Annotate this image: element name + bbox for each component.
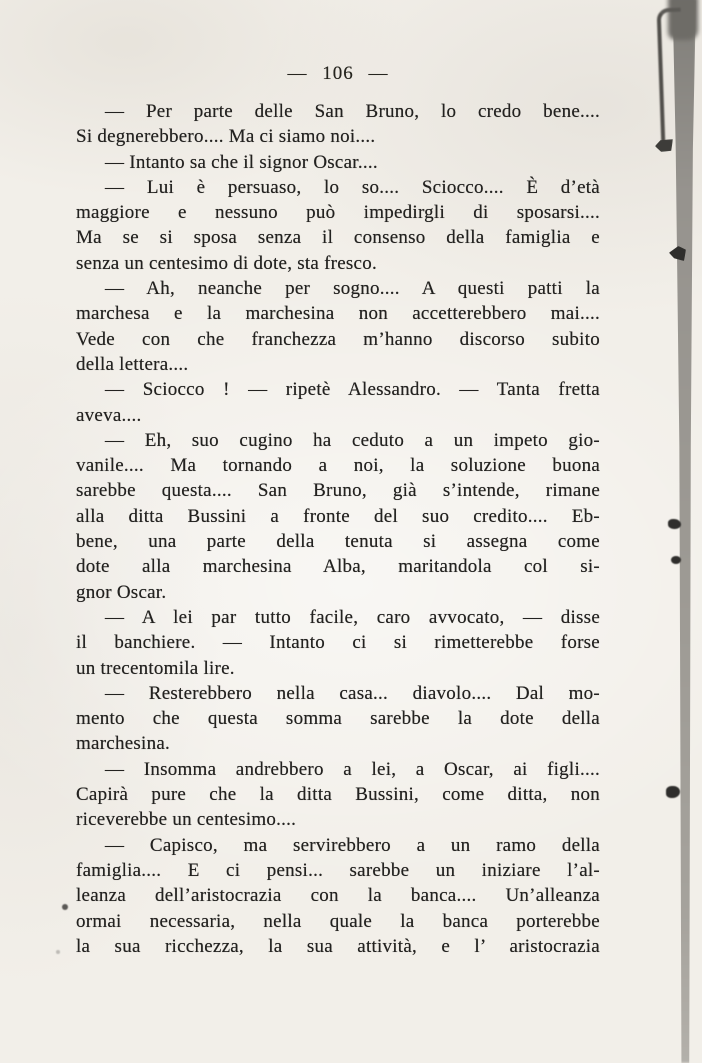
text-line: — Eh, suo cugino ha ceduto a un impeto gio- bbox=[105, 429, 600, 451]
text-line: — Lui è persuaso, lo so.... Sciocco.... È d’età bbox=[105, 176, 600, 198]
text-line: leanza dell’aristocrazia con la banca.... Un’alleanza bbox=[76, 885, 600, 907]
text-line: sarebbe questa.... San Bruno, già s’intende, rimane bbox=[76, 480, 600, 502]
text-line: il banchiere. — Intanto ci si rimetterebbe forse bbox=[76, 632, 600, 654]
text-line: riceverebbe un centesimo.... bbox=[76, 809, 297, 831]
text-line: bene, una parte della tenuta si assegna come bbox=[76, 531, 600, 553]
text-line: — Per parte delle San Bruno, lo credo bene.... bbox=[105, 101, 600, 122]
text-line: alla ditta Bussini a fronte del suo credito.... Eb- bbox=[76, 505, 600, 527]
text-line: — A lei par tutto facile, caro avvocato, — disse bbox=[105, 606, 600, 628]
text-line: mento che questa somma sarebbe la dote della bbox=[76, 708, 600, 730]
text-line: marchesina. bbox=[76, 733, 171, 755]
text-line: aveva.... bbox=[76, 404, 142, 426]
text-line: marchesa e la marchesina non accetterebbero mai.... bbox=[76, 303, 600, 325]
text-line: la sua ricchezza, la sua attività, e l’ aristocrazia bbox=[76, 935, 600, 957]
scan-speck bbox=[668, 519, 681, 529]
text-line: dote alla marchesina Alba, maritandola col si- bbox=[76, 556, 600, 578]
text-line: — Resterebbero nella casa... diavolo.... Dal mo- bbox=[105, 682, 600, 704]
text-line: un trecentomila lire. bbox=[76, 657, 235, 679]
scan-speck bbox=[671, 556, 681, 564]
text-line: ormai necessaria, nella quale la banca porterebbe bbox=[76, 910, 600, 932]
text-line: — Intanto sa che il signor Oscar.... bbox=[105, 151, 378, 173]
scan-speck bbox=[666, 786, 680, 798]
text-line: — Sciocco ! — ripetè Alessandro. — Tanta fretta bbox=[105, 379, 600, 401]
text-line: senza un centesimo di dote, sta fresco. bbox=[76, 252, 377, 274]
scan-speck bbox=[62, 904, 68, 910]
text-line: — Ah, neanche per sogno.... A questi patti la bbox=[105, 278, 600, 300]
page-number: — 106 — bbox=[287, 63, 389, 84]
text-line: famiglia.... E ci pensi... sarebbe un iniziare l’al- bbox=[76, 859, 600, 881]
page-text-block bbox=[76, 99, 600, 959]
scan-speck bbox=[56, 950, 60, 954]
page-curl-mark bbox=[657, 8, 686, 149]
text-line: maggiore e nessuno può impedirgli di sposarsi.... bbox=[76, 202, 600, 224]
text-line: Vede con che franchezza m’hanno discorso subito bbox=[76, 328, 600, 350]
text-line: della lettera.... bbox=[76, 353, 189, 375]
text-line: Capirà pure che la ditta Bussini, come ditta, non bbox=[76, 784, 600, 806]
text-line: — Capisco, ma servirebbero a un ramo della bbox=[105, 834, 600, 856]
text-line: Si degnerebbero.... Ma ci siamo noi.... bbox=[76, 126, 376, 148]
page-curl-tick bbox=[655, 139, 673, 152]
text-line: Ma se si sposa senza il consenso della famiglia e bbox=[76, 227, 600, 249]
book-edge-strip bbox=[670, 0, 696, 1063]
text-line: gnor Oscar. bbox=[76, 581, 167, 603]
text-line: — Insomma andrebbero a lei, a Oscar, ai figli.... bbox=[105, 758, 600, 780]
text-line: vanile.... Ma tornando a noi, la soluzione buona bbox=[76, 455, 600, 477]
